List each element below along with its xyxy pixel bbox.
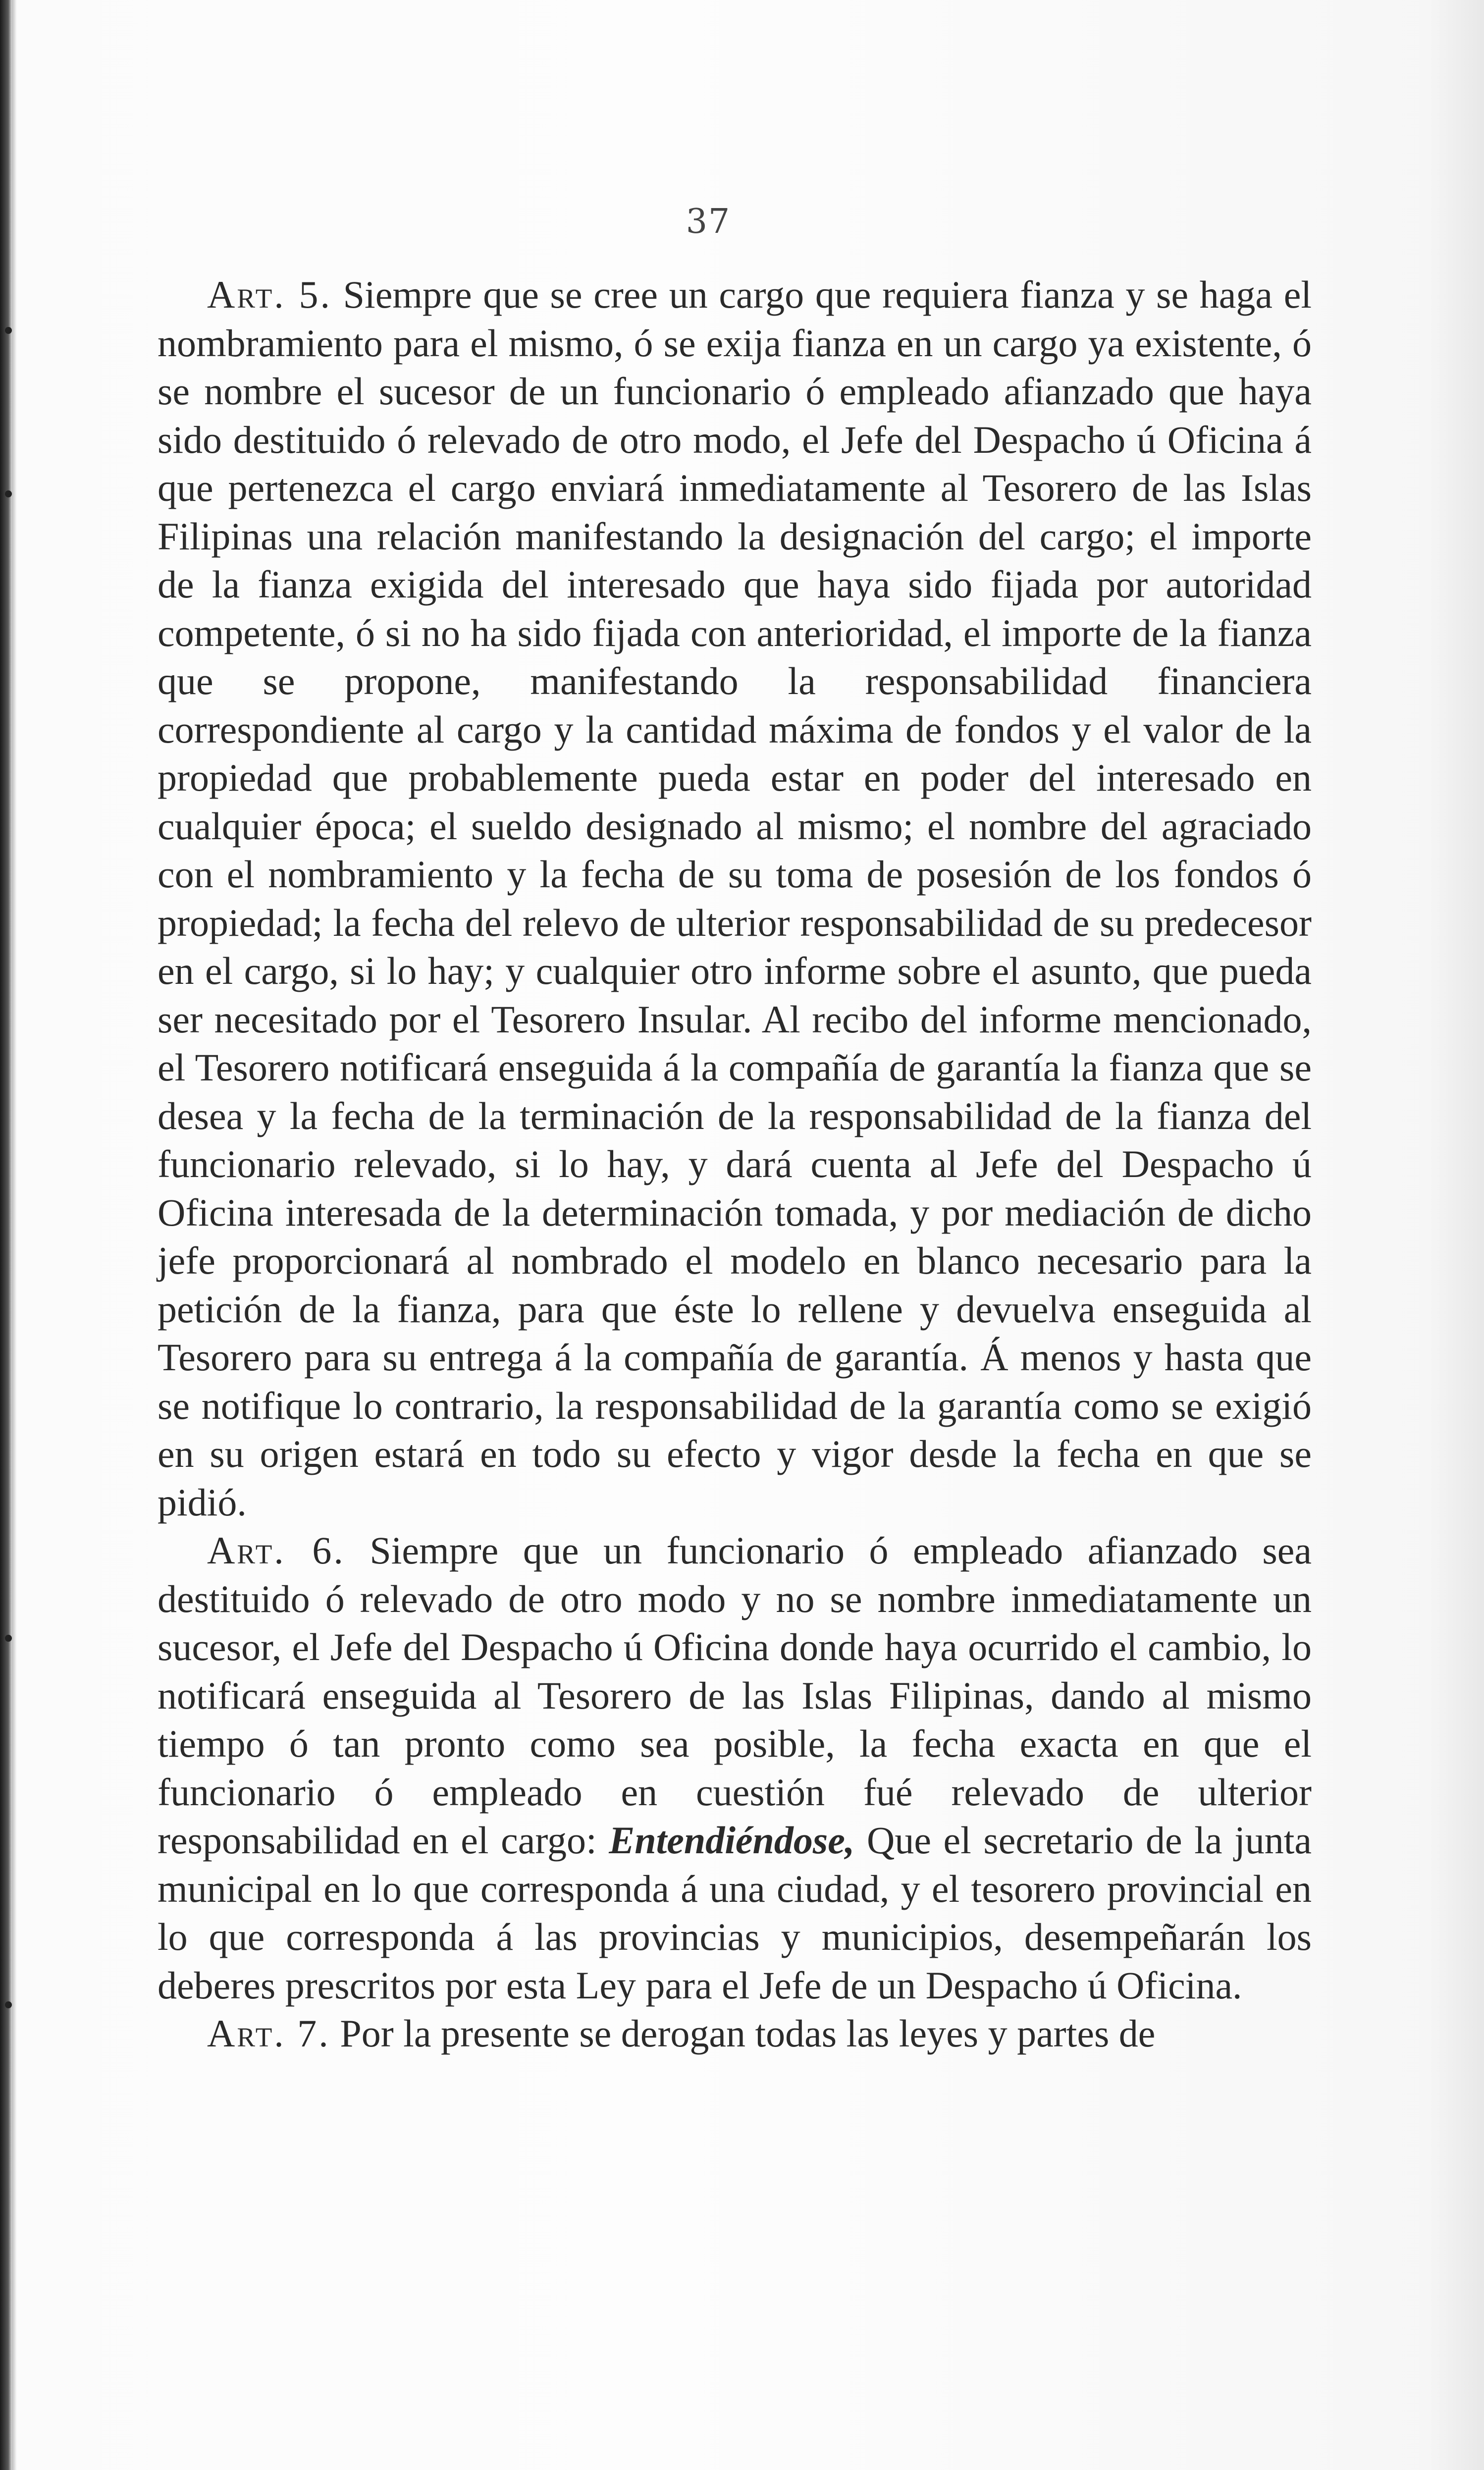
article-5-text: Siempre que se cree un cargo que requiera fianza y se haga el nombramiento para el mismo, ó se exija fianza en un cargo ya existente, ó se nombre el sucesor de un funcionario ó empleado afianzado que haya sido destituido ó relevado de otro modo, el Jefe del Despacho ú Oficina á que pertenezca el cargo enviará inmediatamente al Tesorero de las Islas Filipinas una relación manifestando la designación del cargo; el importe de la fianza exigida del interesado que haya sido fijada por autoridad competente, ó si no ha sido fijada con anterioridad, el importe de la fianza que se propone, manifestando la responsabilidad financiera correspondiente al cargo y la cantidad máxima de fondos y el valor de la propiedad que probablemente pueda estar en poder del interesado en cualquier época; el sueldo designado al mismo; el nombre del agraciado con el nombramiento y la fecha de su toma de posesión de los fondos ó propiedad; la fecha del relevo de ulterior responsabilidad de su predecesor en el cargo, si lo hay; y cualquier otro informe sobre el asunto, que pueda ser necesitado por el Tesorero Insular. Al recibo del informe mencionado, el Tesorero notificará enseguida á la compañía de garantía la fianza que se desea y la fecha de la terminación de la responsabilidad de la fianza del funcionario relevado, si lo hay, y dará cuenta al Jefe del Despacho ú Oficina interesada de la determinación tomada, y por mediación de dicho jefe proporcionará al nombrado el modelo en blanco necesario para la petición de la fianza, para que éste lo rellene y devuelva enseguida al Tesorero para su entrega á la compañía de garantía. Á menos y hasta que se notifique lo contrario, la responsabilidad de la garantía como se exigió en su origen estará en todo su efecto y vigor desde la fecha en que se pidió. bbox=[158, 273, 1312, 1524]
binding-hole-mark bbox=[5, 327, 12, 334]
article-7-paragraph bbox=[158, 2009, 1312, 2058]
page-number: 37 bbox=[686, 202, 731, 241]
page-edge-shadow bbox=[1425, 0, 1484, 2470]
article-7-label: Art. 7. bbox=[207, 2012, 330, 2055]
binding-hole-mark bbox=[5, 1635, 12, 1642]
article-6-text-continued: Que el secretario de la junta municipal en lo que corresponda á una ciudad, y el tesorero provincial en lo que corresponda á las provincias y municipios, desempeñarán los deberes prescritos por esta Ley para el Jefe de un Despacho ú Oficina. bbox=[158, 1819, 1312, 2007]
article-6-text: Siempre que un funcionario ó empleado afianzado sea destituido ó relevado de otro modo y no se nombre inmediatamente un sucesor, el Jefe del Despacho ú Oficina donde haya ocurrido el cambio, lo notificará enseguida al Tesorero de las Islas Filipinas, dando al mismo tiempo ó tan pronto como sea posible, la fecha exacta en que el funcionario ó empleado en cuestión fué relevado de ulterior responsabilidad en el cargo: bbox=[158, 1529, 1312, 1862]
page-binding-edge bbox=[0, 0, 12, 2470]
body-text bbox=[158, 270, 1312, 2058]
article-5-label: Art. 5. bbox=[207, 273, 332, 316]
binding-shadow bbox=[12, 0, 17, 2470]
binding-hole-mark bbox=[5, 490, 12, 497]
article-5-paragraph bbox=[158, 270, 1312, 1526]
binding-hole-mark bbox=[5, 2001, 12, 2008]
article-7-text: Por la presente se derogan todas las leyes y partes de bbox=[340, 2012, 1156, 2055]
article-6-label: Art. 6. bbox=[207, 1529, 345, 1572]
article-6-emphasis: Entendiéndose, bbox=[609, 1819, 855, 1862]
article-6-paragraph bbox=[158, 1526, 1312, 2009]
